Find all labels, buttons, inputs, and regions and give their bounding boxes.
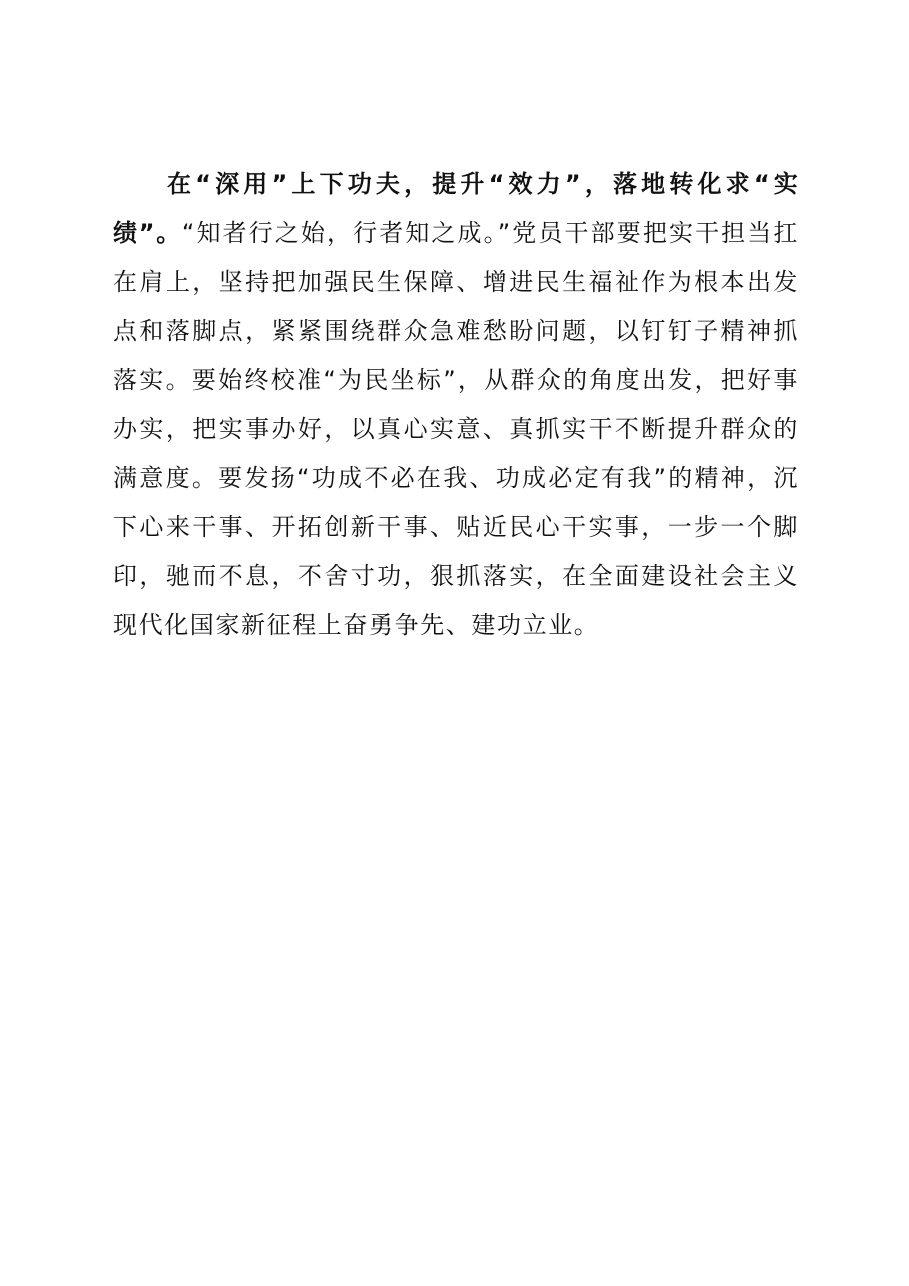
paragraph <box>113 160 799 650</box>
paragraph-lead-heading: 在“深用”上下功夫，提升“效力”，落地转化求“实绩”。 <box>113 170 799 247</box>
paragraph-body-text: “知者行之始，行者知之成。”党员干部要把实干担当扛在肩上，坚持把加强民生保障、增进民生福祉作为根本出发点和落脚点，紧紧围绕群众急难愁盼问题，以钉钉子精神抓落实。要始终校准“为民坐标”，从群众的角度出发，把好事办实，把实事办好，以真心实意、真抓实干不断提升群众的满意度。要发扬“功成不必在我、功成必定有我”的精神，沉下心来干事、开拓创新干事、贴近民心干实事，一步一个脚印，驰而不息，不舍寸功，狠抓落实，在全面建设社会主义现代化国家新征程上奋勇争先、建功立业。 <box>113 219 799 639</box>
document-body <box>113 160 799 650</box>
